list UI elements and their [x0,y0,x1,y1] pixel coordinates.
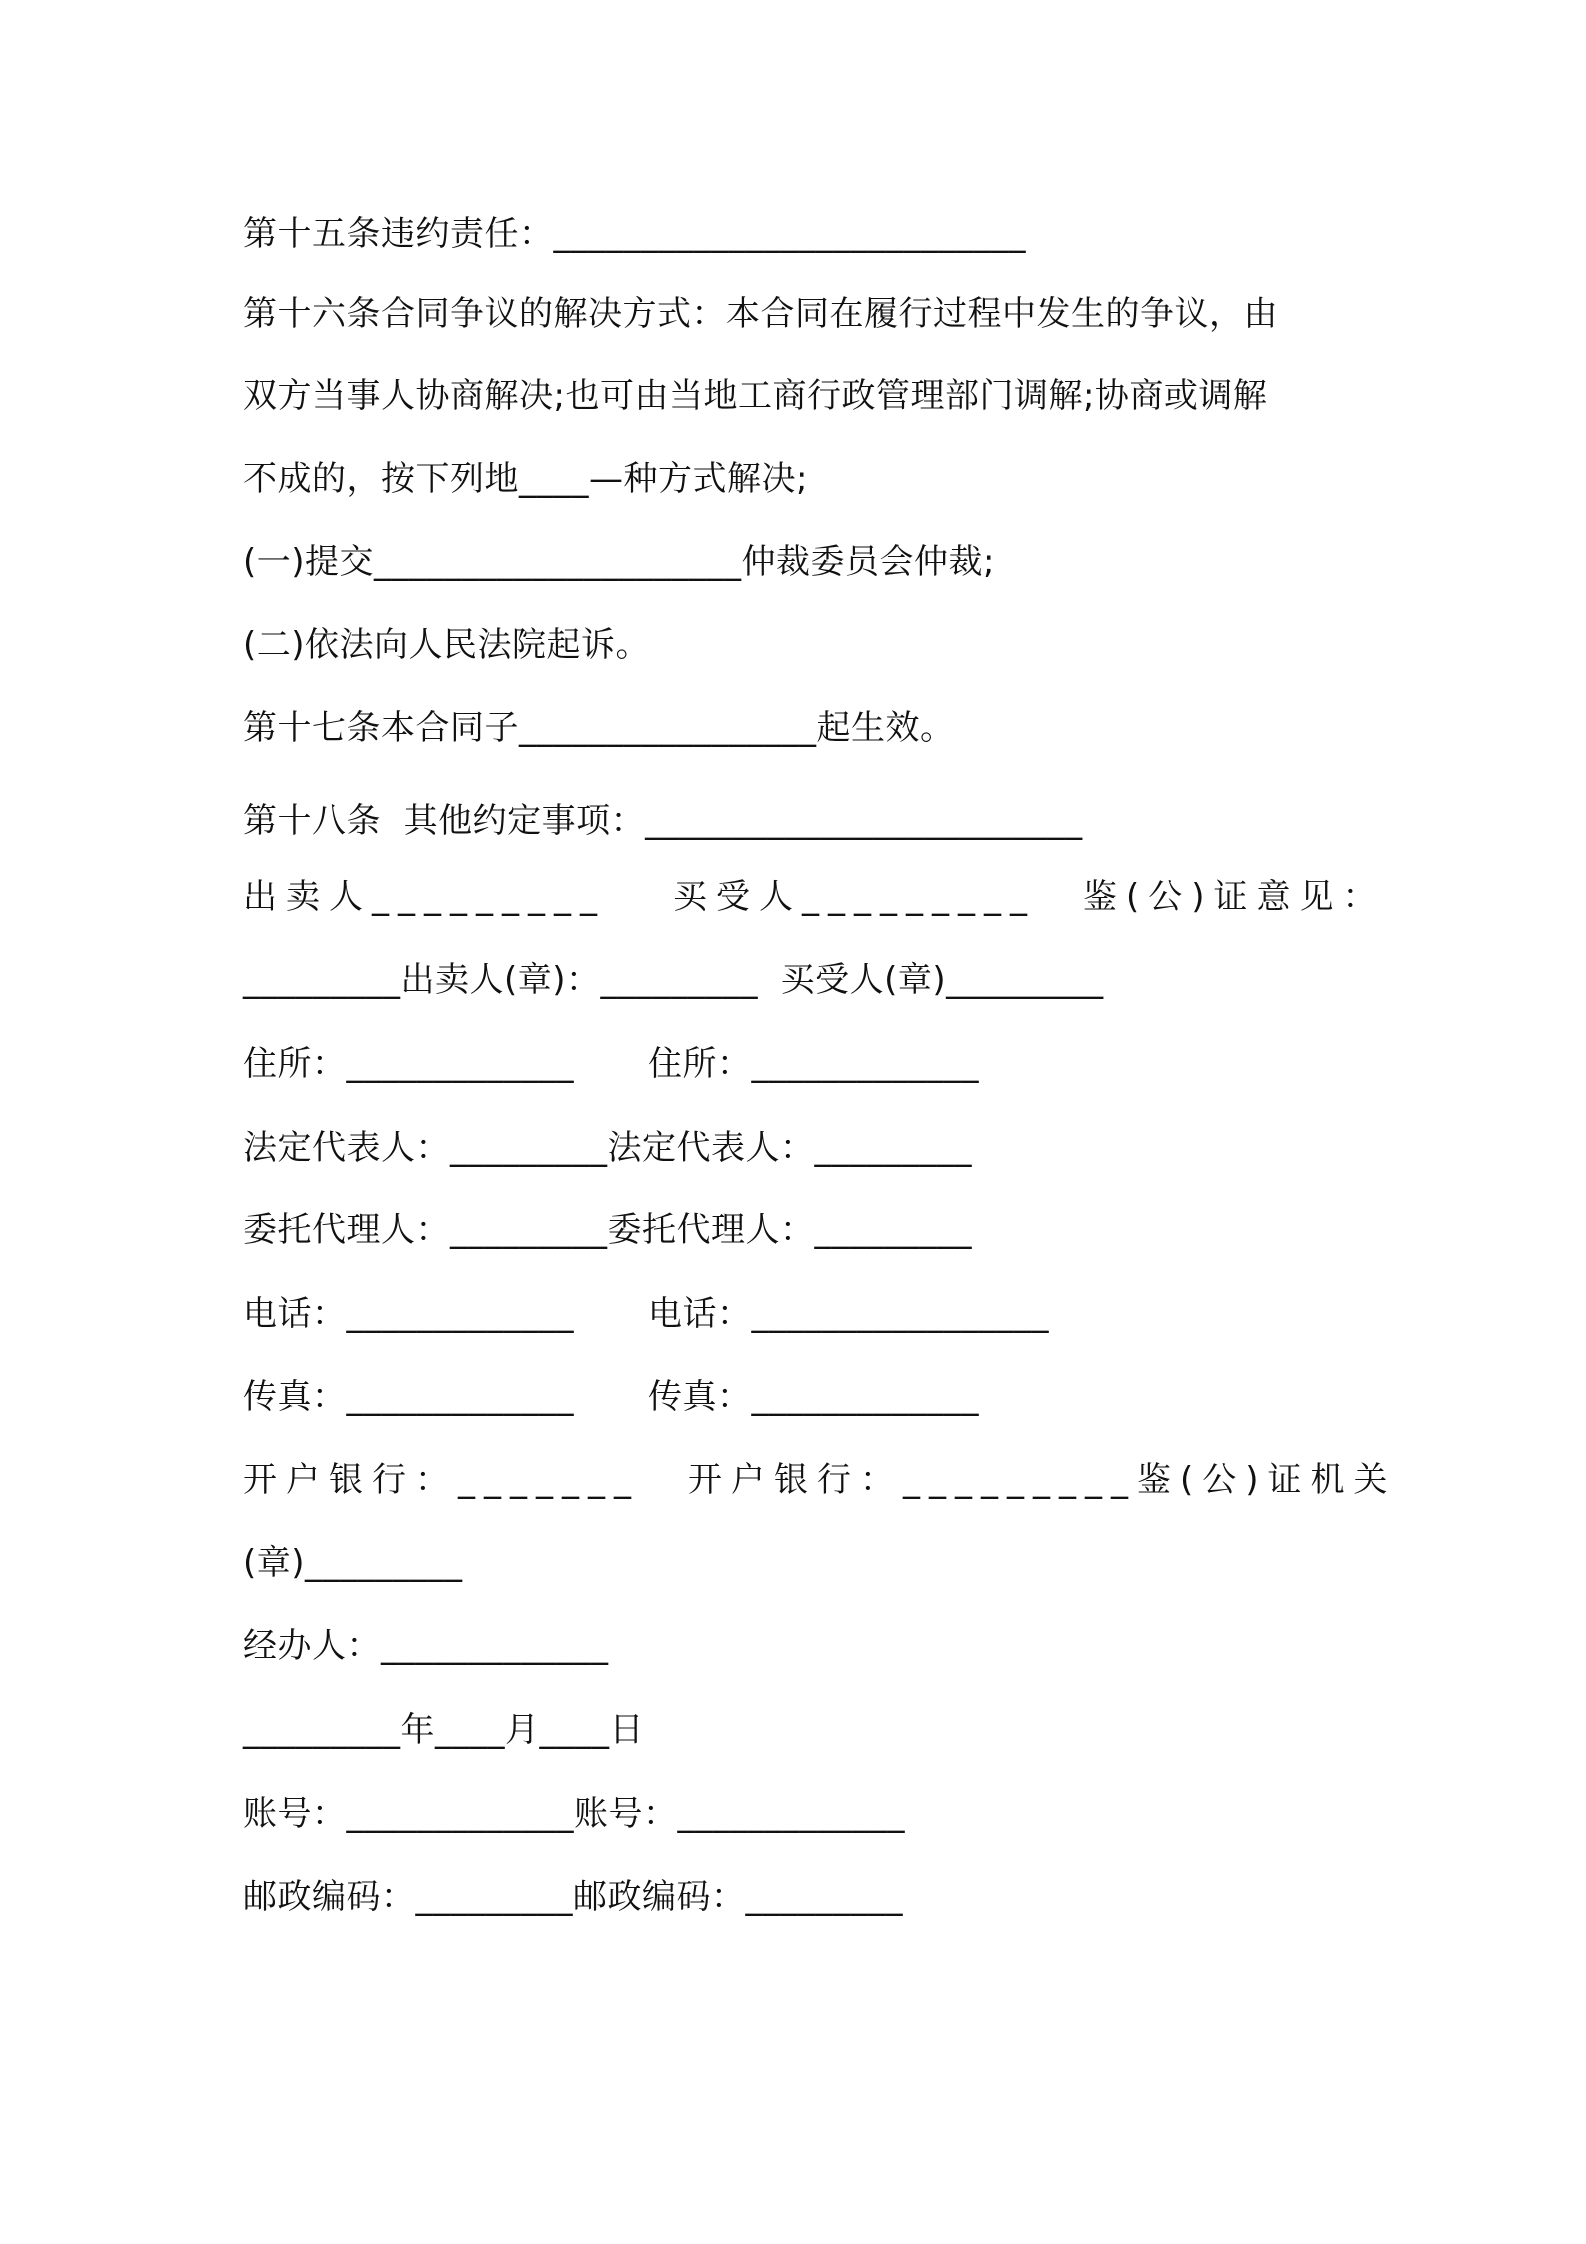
article-17-effective: 第十七条本合同子_________________起生效。 [243,708,955,748]
buyer-fax: 传真：_____________ [648,1377,979,1417]
phone-row [243,1290,1363,1338]
fax-row [243,1373,1363,1421]
buyer-phone: 电话：_________________ [648,1294,1049,1334]
notary-opinion-label: 鉴(公)证意见： [1083,877,1386,917]
article-16-line-2: 双方当事人协商解决;也可由当地工商行政管理部门调解;协商或调解 [243,376,1268,416]
signature-row-parties [243,873,1386,921]
article-16-line-1: 第十六条合同争议的解决方式：本合同在履行过程中发生的争议，由 [243,294,1278,334]
date-row: _________年____月____日 [243,1710,644,1750]
seller-fax: 传真：_____________ [243,1377,574,1417]
postcode-row: 邮政编码：_________邮政编码：_________ [243,1877,903,1917]
account-row: 账号：_____________账号：_____________ [243,1794,905,1834]
option-court: (二)依法向人民法院起诉。 [243,625,651,665]
agent-row: 委托代理人：_________委托代理人：_________ [243,1210,972,1250]
signature-row-seals: _________出卖人(章)：_________ 买受人(章)_________ [243,960,1104,1000]
notary-seal: (章)_________ [243,1543,463,1583]
buyer-label: 买受人_________ [673,877,1036,917]
article-16-line-3: 不成的，按下列地____—种方式解决; [243,459,808,499]
seller-phone: 电话：_____________ [243,1294,574,1334]
address-row [243,1040,1363,1088]
seller-address: 住所：_____________ [243,1044,574,1084]
bank-row [243,1456,1397,1504]
seller-label: 出卖人_________ [243,877,606,917]
legal-representative-row: 法定代表人：_________法定代表人：_________ [243,1128,972,1168]
buyer-bank-and-notary-office: 开户银行：_________鉴(公)证机关 [688,1460,1397,1500]
article-15-breach-liability: 第十五条违约责任：___________________________ [243,214,1026,254]
buyer-address: 住所：_____________ [648,1044,979,1084]
article-18-other-terms: 第十八条 其他约定事项：_________________________ [243,801,1083,841]
seller-bank: 开户银行：_______ [243,1460,640,1500]
option-arbitration: (一)提交_____________________仲裁委员会仲裁; [243,542,995,582]
handler-row: 经办人：_____________ [243,1626,609,1666]
